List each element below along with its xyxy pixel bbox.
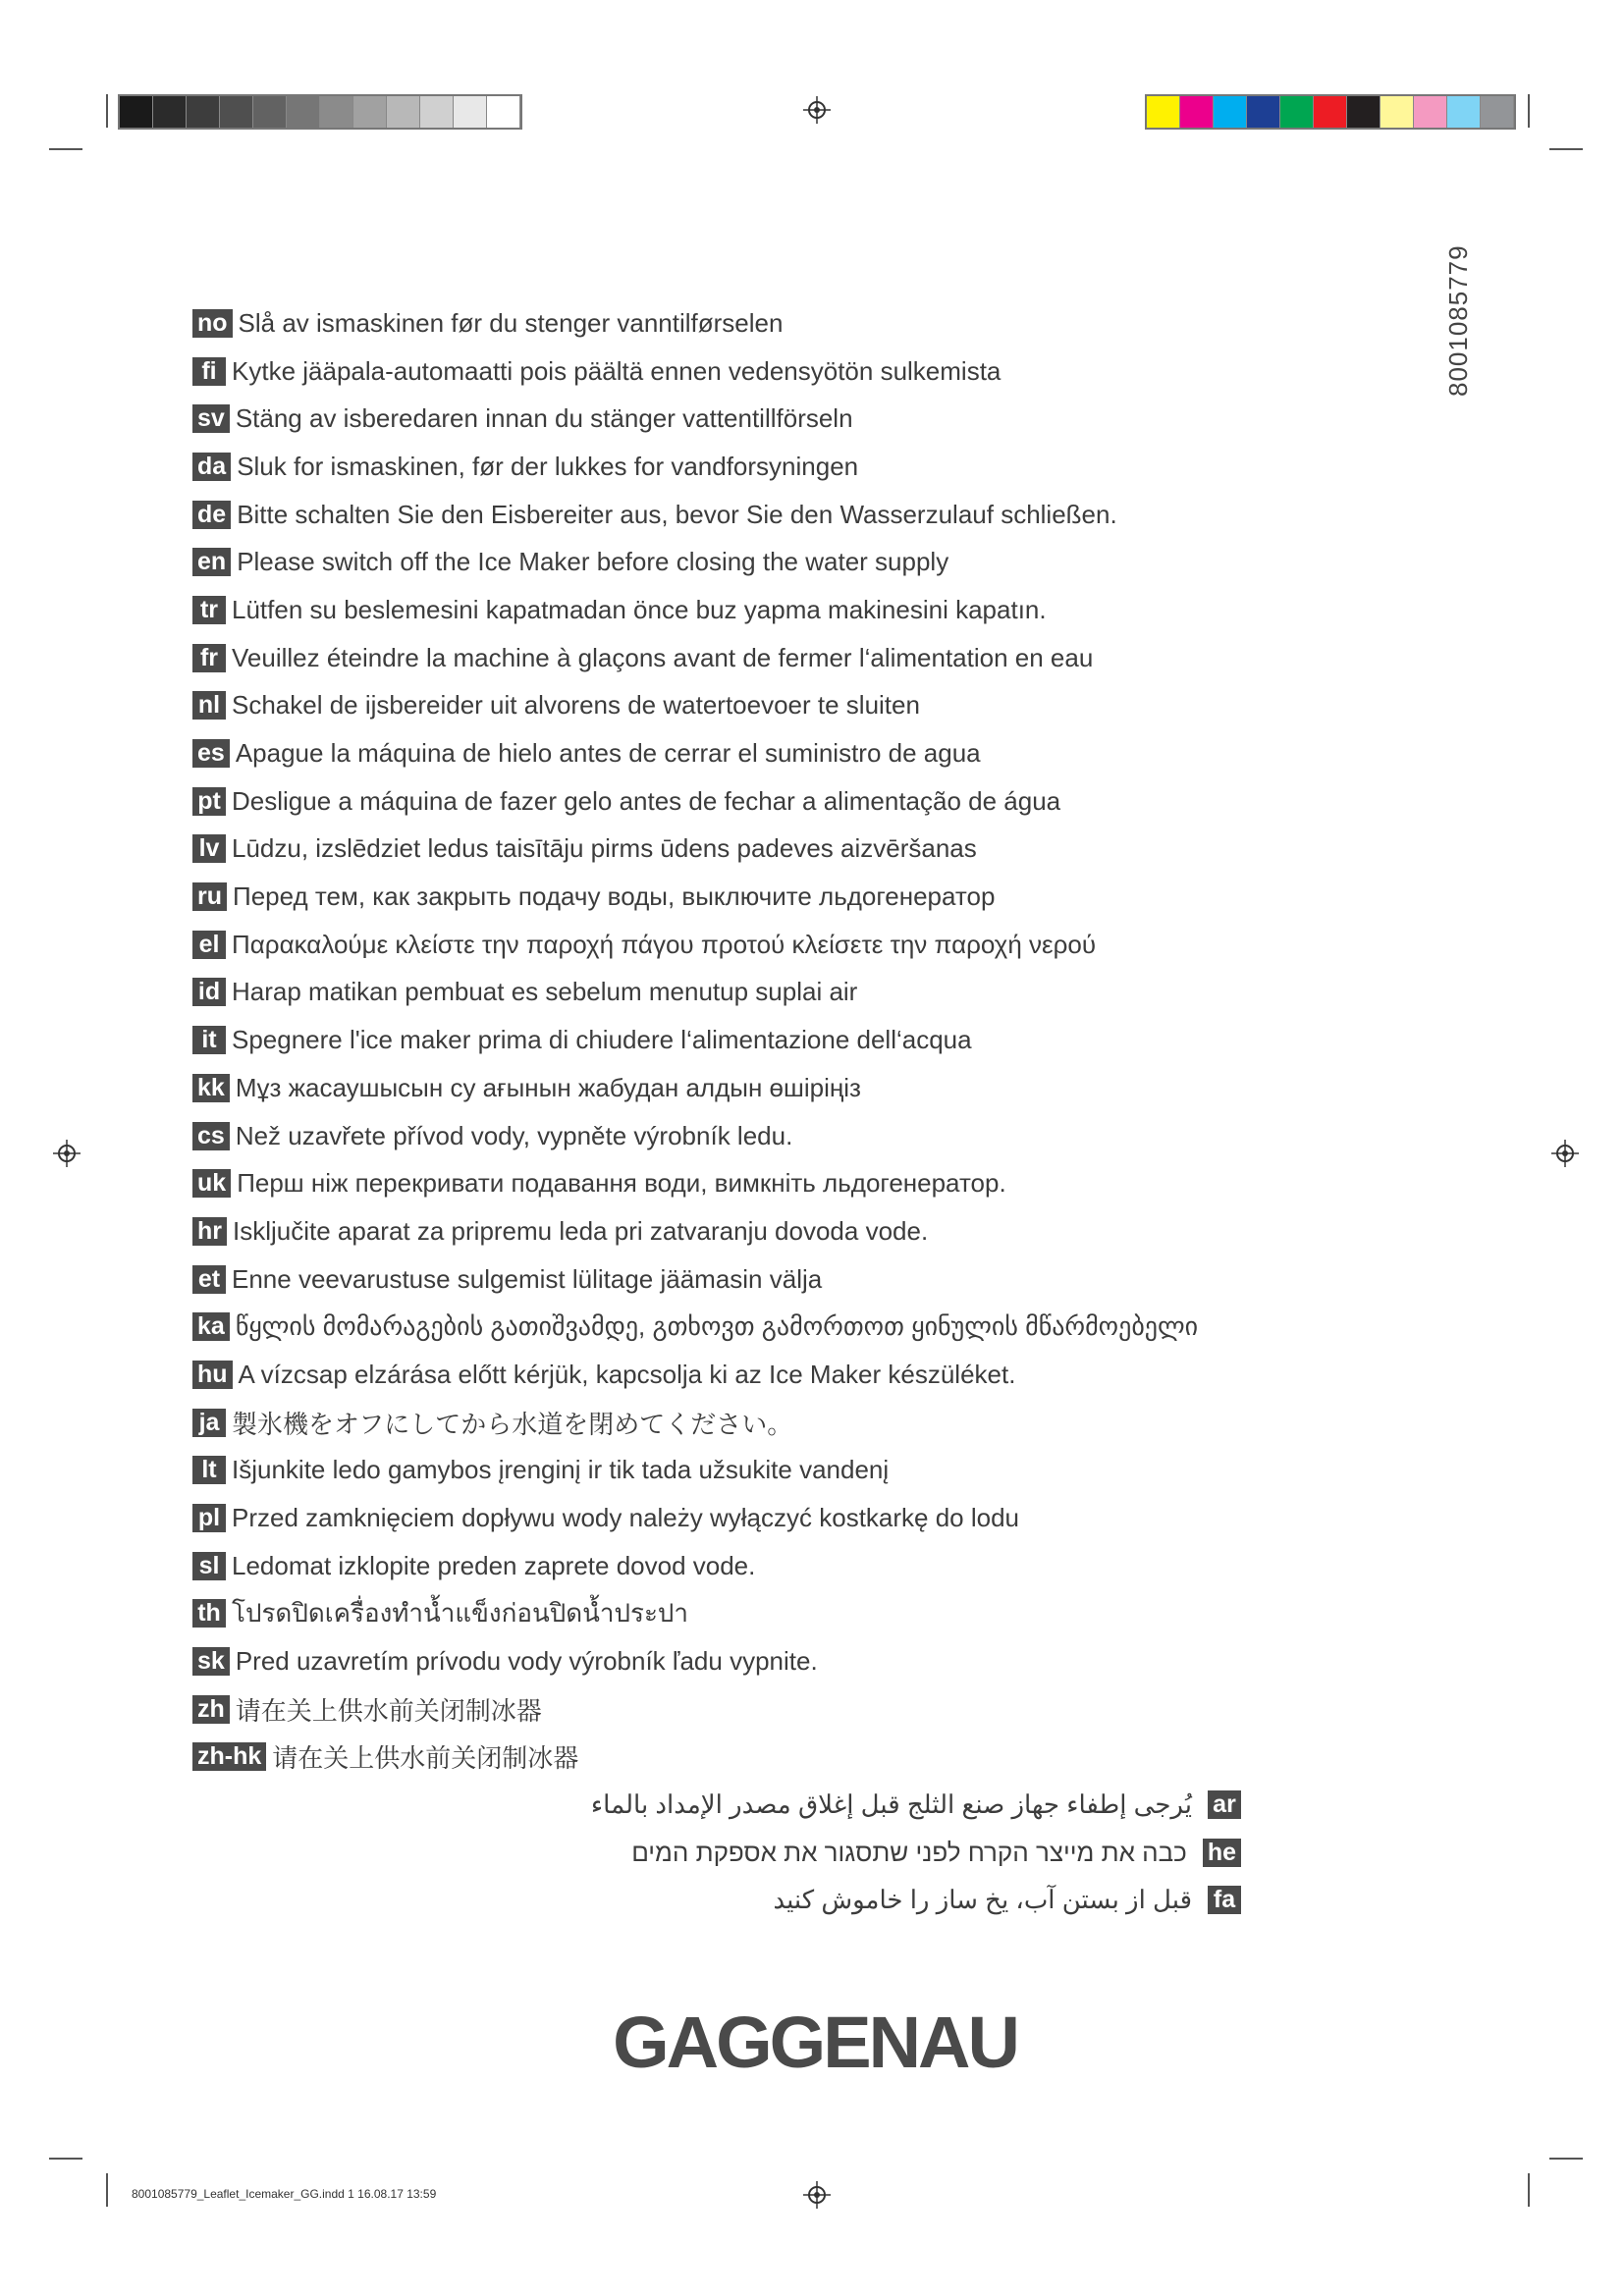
grayscale-swatch	[320, 96, 353, 128]
language-code-badge: he	[1203, 1839, 1241, 1867]
instruction-text: โปรดปิดเครื่องทำน้ำแข็งก่อนปิดน้ำประปา	[232, 1598, 689, 1629]
crop-mark	[1549, 148, 1583, 150]
color-swatch	[1314, 96, 1347, 128]
language-code-badge: pl	[192, 1504, 226, 1532]
crosshair-circle-icon	[1551, 1140, 1579, 1167]
instruction-text: يُرجى إطفاء جهاز صنع الثلج قبل إغلاق مصدر الإمداد بالماء	[590, 1789, 1192, 1819]
instruction-line	[192, 1112, 1371, 1160]
instruction-line	[192, 491, 1371, 539]
language-code-badge: da	[192, 453, 231, 481]
language-code-badge: kk	[192, 1074, 230, 1102]
instruction-text: Kytke jääpala-automaatti pois päältä ennen vedensyötön sulkemista	[232, 355, 1001, 386]
instruction-text: Lütfen su beslemesini kapatmadan önce buz yapma makinesini kapatın.	[232, 594, 1047, 624]
part-number: 8001085779	[1443, 244, 1473, 397]
language-code-badge: it	[192, 1026, 226, 1054]
instruction-text: Isključite aparat za pripremu leda pri zatvaranju dovoda vode.	[233, 1215, 929, 1246]
crop-mark	[49, 148, 82, 150]
color-calibration-bar	[1145, 94, 1516, 130]
language-code-badge: id	[192, 978, 226, 1006]
language-code-badge: cs	[192, 1122, 230, 1150]
color-swatch	[1481, 96, 1514, 128]
instruction-line	[192, 682, 1371, 730]
grayscale-swatch	[253, 96, 287, 128]
instruction-list	[192, 299, 1371, 1781]
grayscale-swatch	[420, 96, 454, 128]
instruction-text: Przed zamknięciem dopływu wody należy wyłączyć kostkarkę do lodu	[232, 1503, 1020, 1533]
rtl-instruction-list	[393, 1781, 1241, 1924]
grayscale-swatch	[153, 96, 187, 128]
instruction-text: Slå av ismaskinen før du stenger vanntilførselen	[238, 307, 784, 338]
gaggenau-logo	[609, 2002, 1021, 2081]
language-code-badge: el	[192, 931, 226, 959]
language-code-badge: et	[192, 1265, 226, 1294]
instruction-text: Перш ніж перекривати подавання води, вимкніть льдогенератор.	[237, 1168, 1006, 1199]
language-code-badge: fi	[192, 357, 226, 386]
language-code-badge: ar	[1208, 1790, 1241, 1819]
crop-mark	[1528, 94, 1530, 128]
instruction-line	[192, 1255, 1371, 1304]
instruction-line	[192, 1303, 1371, 1351]
language-code-badge: de	[192, 501, 231, 529]
grayscale-swatch	[187, 96, 220, 128]
instruction-text: Pred uzavretím prívodu vody výrobník ľadu vypnite.	[235, 1646, 818, 1677]
instruction-line	[192, 1494, 1371, 1542]
instruction-line	[192, 1590, 1371, 1638]
instruction-line	[192, 347, 1371, 396]
language-code-badge: ja	[192, 1409, 226, 1437]
instruction-line	[192, 729, 1371, 777]
grayscale-swatch	[387, 96, 420, 128]
instruction-text: Harap matikan pembuat es sebelum menutup suplai air	[232, 977, 858, 1007]
instruction-text: 请在关上供水前关闭制冰器	[235, 1695, 542, 1726]
language-code-badge: hr	[192, 1217, 227, 1246]
grayscale-swatch	[487, 96, 520, 128]
language-code-badge: zh-hk	[192, 1742, 266, 1771]
language-code-badge: hu	[192, 1361, 233, 1389]
crop-mark	[1549, 2158, 1583, 2160]
instruction-text: Sluk for ismaskinen, før der lukkes for vandforsyningen	[237, 451, 859, 481]
instruction-text: قبل از بستن آب، یخ ساز را خاموش کنید	[773, 1885, 1192, 1915]
grayscale-swatch	[353, 96, 387, 128]
language-code-badge: sl	[192, 1552, 226, 1580]
grayscale-calibration-bar	[118, 94, 522, 130]
instruction-line	[192, 586, 1371, 634]
grayscale-swatch	[454, 96, 487, 128]
instruction-text: Stäng av isberedaren innan du stänger vattentillförseln	[235, 403, 853, 434]
language-code-badge: th	[192, 1599, 226, 1628]
color-swatch	[1147, 96, 1180, 128]
instruction-line	[192, 1637, 1371, 1685]
grayscale-swatch	[220, 96, 253, 128]
instruction-text: Please switch off the Ice Maker before closing the water supply	[237, 547, 949, 577]
grayscale-swatch	[287, 96, 320, 128]
rtl-instruction-line	[393, 1781, 1241, 1829]
instruction-line	[192, 1447, 1371, 1495]
grayscale-swatch	[120, 96, 153, 128]
instruction-line	[192, 1734, 1371, 1782]
crop-mark	[106, 94, 108, 128]
language-code-badge: fa	[1208, 1886, 1241, 1914]
color-swatch	[1180, 96, 1214, 128]
color-swatch	[1380, 96, 1414, 128]
language-code-badge: ka	[192, 1312, 230, 1341]
instruction-text: Išjunkite ledo gamybos įrenginį ir tik tada užsukite vandenį	[232, 1455, 890, 1485]
footer-file-info: 8001085779_Leaflet_Icemaker_GG.indd 1 16.08.17 13:59	[132, 2187, 437, 2201]
language-code-badge: ru	[192, 882, 227, 911]
color-swatch	[1414, 96, 1447, 128]
crosshair-circle-icon	[803, 96, 831, 124]
color-swatch	[1214, 96, 1247, 128]
instruction-text: Než uzavřete přívod vody, vypněte výrobník ledu.	[235, 1120, 793, 1150]
color-swatch	[1247, 96, 1280, 128]
instruction-text: Ledomat izklopite preden zaprete dovod vode.	[232, 1550, 756, 1580]
instruction-line	[192, 1685, 1371, 1734]
instruction-line	[192, 777, 1371, 826]
instruction-line	[192, 1542, 1371, 1590]
instruction-line	[192, 826, 1371, 874]
instruction-line	[192, 1399, 1371, 1447]
instruction-line	[192, 1351, 1371, 1399]
language-code-badge: sk	[192, 1647, 230, 1676]
language-code-badge: uk	[192, 1169, 231, 1198]
rtl-instruction-line	[393, 1829, 1241, 1877]
instruction-text: Мұз жасаушысын су ағынын жабудан алдын өшіріңіз	[235, 1072, 861, 1102]
instruction-line	[192, 395, 1371, 443]
rtl-instruction-line	[393, 1876, 1241, 1924]
crop-mark	[49, 2158, 82, 2160]
instruction-text: Перед тем, как закрыть подачу воды, выключите льдогенератор	[233, 881, 996, 912]
instruction-line	[192, 969, 1371, 1017]
instruction-text: Spegnere l'ice maker prima di chiudere l‘alimentazione dell‘acqua	[232, 1025, 972, 1055]
language-code-badge: zh	[192, 1695, 230, 1724]
crop-mark	[1528, 2173, 1530, 2207]
language-code-badge: pt	[192, 787, 226, 816]
crosshair-circle-icon	[803, 2181, 831, 2209]
instruction-line	[192, 1016, 1371, 1064]
language-code-badge: no	[192, 309, 233, 338]
instruction-text: Schakel de ijsbereider uit alvorens de watertoevoer te sluiten	[232, 690, 920, 721]
instruction-text: Enne veevarustuse sulgemist lülitage jäämasin välja	[232, 1263, 823, 1294]
instruction-text: Apague la máquina de hielo antes de cerrar el suministro de agua	[235, 738, 981, 769]
instruction-text: Bitte schalten Sie den Eisbereiter aus, bevor Sie den Wasserzulauf schließen.	[237, 499, 1117, 529]
instruction-text: A vízcsap elzárása előtt kérjük, kapcsolja ki az Ice Maker készüléket.	[238, 1359, 1016, 1389]
language-code-badge: sv	[192, 404, 230, 433]
instruction-line	[192, 1064, 1371, 1112]
color-swatch	[1447, 96, 1481, 128]
instruction-line	[192, 538, 1371, 586]
instruction-text: Παρακαλούμε κλείστε την παροχή πάγου προτού κλείσετε την παροχή νερού	[232, 929, 1097, 959]
language-code-badge: tr	[192, 596, 226, 624]
instruction-text: 製氷機をオフにしてから水道を閉めてください。	[232, 1409, 793, 1439]
instruction-line	[192, 443, 1371, 491]
color-swatch	[1280, 96, 1314, 128]
instruction-line	[192, 1207, 1371, 1255]
instruction-line	[192, 299, 1371, 347]
instruction-text: Desligue a máquina de fazer gelo antes de fechar a alimentação de água	[232, 785, 1061, 816]
crop-mark	[106, 2173, 108, 2207]
language-code-badge: fr	[192, 644, 226, 672]
instruction-line	[192, 634, 1371, 682]
instruction-line	[192, 1159, 1371, 1207]
instruction-text: Veuillez éteindre la machine à glaçons avant de fermer l‘alimentation en eau	[232, 642, 1094, 672]
language-code-badge: nl	[192, 691, 226, 720]
instruction-text: წყლის მომარაგების გათიშვამდე, გთხოვთ გამორთოთ ყინულის მწარმოებელი	[235, 1311, 1199, 1342]
language-code-badge: es	[192, 739, 230, 768]
instruction-line	[192, 873, 1371, 921]
language-code-badge: lv	[192, 834, 226, 863]
language-code-badge: en	[192, 548, 231, 576]
color-swatch	[1347, 96, 1380, 128]
instruction-text: כבה את מייצר הקרח לפני שתסגור את אספקת המים	[631, 1837, 1187, 1867]
brand-text: GAGGENAU	[613, 2002, 1017, 2081]
instruction-text: Lūdzu, izslēdziet ledus taisītāju pirms ūdens padeves aizvēršanas	[232, 833, 977, 864]
language-code-badge: lt	[192, 1456, 226, 1484]
instruction-line	[192, 921, 1371, 969]
crosshair-circle-icon	[53, 1140, 81, 1167]
instruction-text: 请在关上供水前关闭制冰器	[272, 1743, 579, 1774]
